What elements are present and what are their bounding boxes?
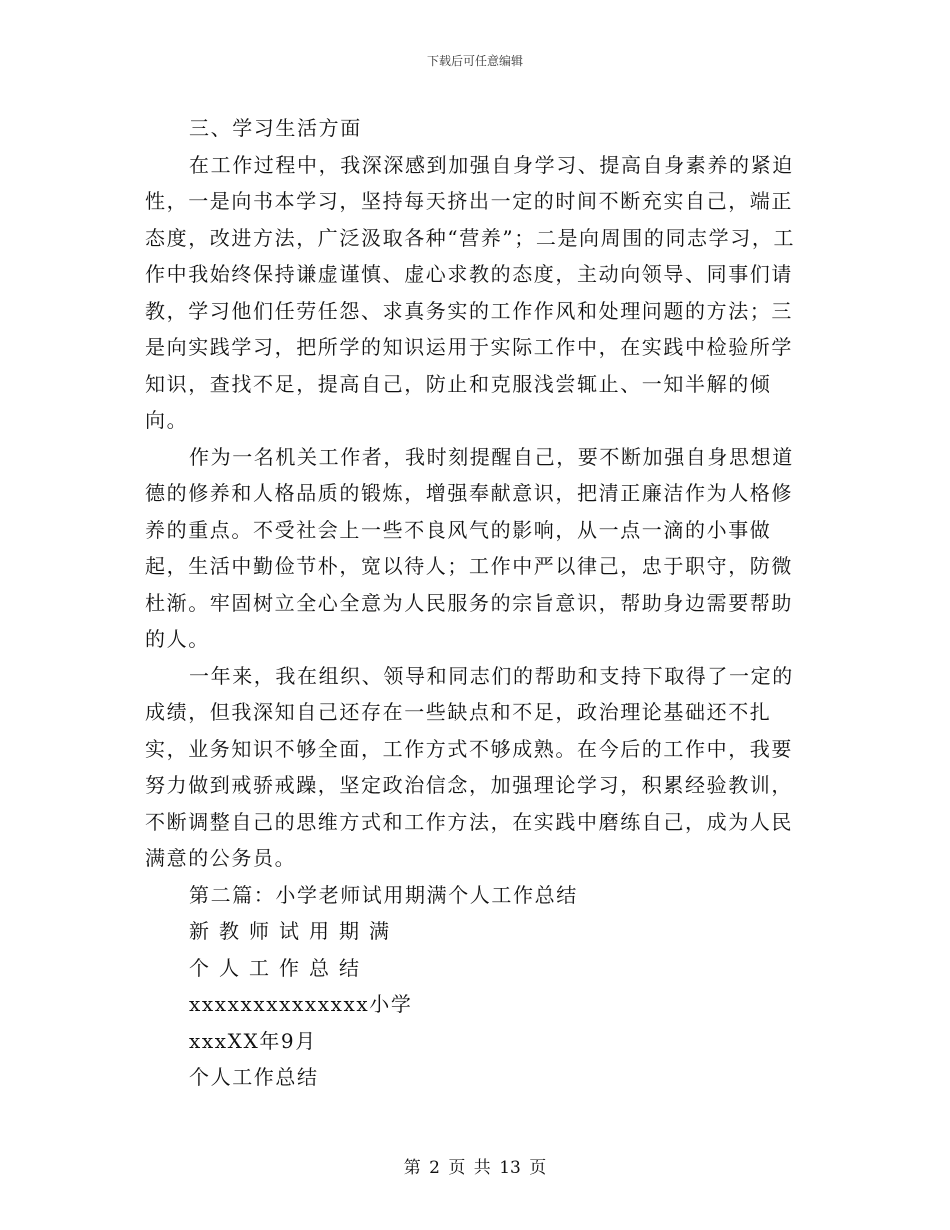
page-number-footer: 第 2 页 共 13 页	[403, 1158, 547, 1178]
paragraph-summary: 一年来，我在组织、领导和同志们的帮助和支持下取得了一定的成绩，但我深知自己还存在一些缺点和不足，政治理论基础还不扎实，业务知识不够全面，工作方式不够成熟。在今后的工作中，我要努力做到戒骄戒躁，坚定政治信念，加强理论学习，积累经验教训，不断调整自己的思维方式和工作方法，在实践中磨练自己，成为人民满意的公务员。	[145, 663, 794, 870]
paragraph-study: 在工作过程中，我深深感到加强自身学习、提高自身素养的紧迫性，一是向书本学习，坚持每天挤出一定的时间不断充实自己，端正态度，改进方法，广泛汲取各种“营养”；二是向周围的同志学习，工作中我始终保持谦虚谨慎、虚心求教的态度，主动向领导、同事们请教，学习他们任劳任怨、求真务实的工作作风和处理问题的方法；三是向实践学习，把所学的知识运用于实际工作中，在实践中检验所学知识，查找不足，提高自己，防止和克服浅尝辄止、一知半解的倾向。	[145, 152, 796, 432]
cover-title-line1: 新教师试用期满	[189, 919, 399, 943]
section-heading: 三、学习生活方面	[189, 116, 362, 140]
cover-title-line2: 个人工作总结	[189, 955, 369, 980]
part-two-title: 第二篇：小学老师试用期满个人工作总结	[189, 882, 578, 907]
summary-heading: 个人工作总结	[189, 1065, 319, 1089]
page-header-note: 下载后可任意编辑	[426, 54, 523, 68]
document-body	[145, 110, 810, 1096]
cover-date: xxxXX年9月	[189, 1028, 317, 1053]
cover-school: xxxxxxxxxxxxxx小学	[189, 992, 413, 1016]
paragraph-ethics: 作为一名机关工作者，我时刻提醒自己，要不断加强自身思想道德的修养和人格品质的锻炼，增强奉献意识，把清正廉洁作为人格修养的重点。不受社会上一些不良风气的影响，从一点一滴的小事做起，生活中勤俭节朴，宽以待人；工作中严以律己，忠于职守，防微杜渐。牢固树立全心全意为人民服务的宗旨意识，帮助身边需要帮助的人。	[145, 444, 794, 651]
